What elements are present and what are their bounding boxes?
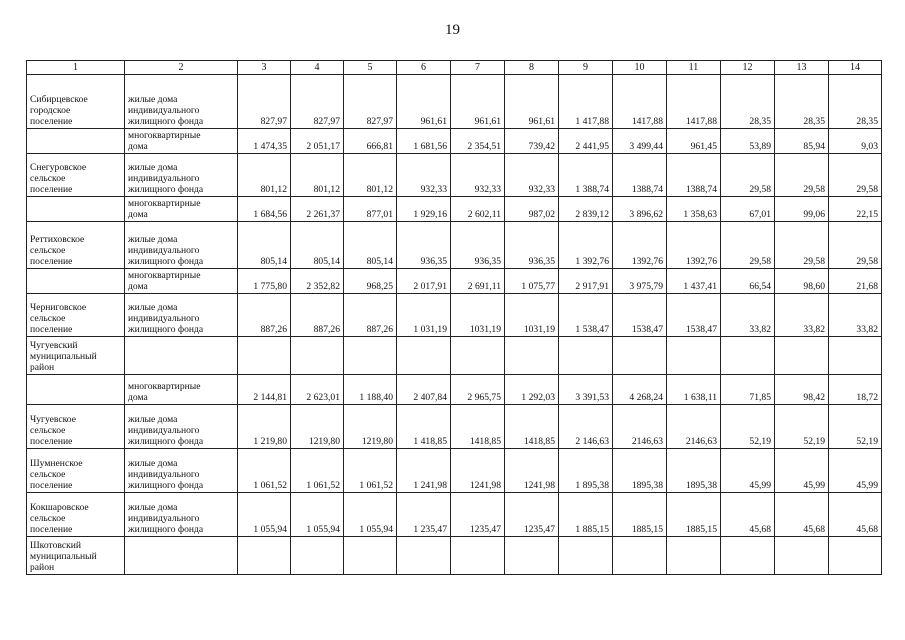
- value-cell: 1 219,80: [238, 405, 291, 449]
- settlement-line: муниципальный: [30, 551, 97, 562]
- housing-type-line: жилые дома: [128, 162, 178, 173]
- housing-type-cell: [125, 449, 238, 493]
- value-cell: 2 144,81: [238, 375, 291, 405]
- value-cell: [291, 337, 344, 375]
- settlement-cell: [27, 337, 125, 375]
- housing-type-cell: [125, 537, 238, 575]
- value-cell: 987,02: [505, 197, 559, 222]
- housing-type-line: жилые дома: [128, 458, 178, 469]
- value-cell: 1885,15: [667, 493, 721, 537]
- column-number: 3: [238, 61, 291, 75]
- value-cell: 1 474,35: [238, 129, 291, 154]
- value-cell: 67,01: [721, 197, 775, 222]
- value-cell: 45,68: [775, 493, 829, 537]
- housing-type-line: многоквартирные: [128, 270, 201, 281]
- housing-type-line: жилые дома: [128, 302, 178, 313]
- settlement-cell: [27, 375, 125, 405]
- value-cell: [775, 337, 829, 375]
- settlement-line: район: [30, 562, 55, 573]
- housing-type-line: индивидуального: [128, 469, 200, 480]
- settlement-cell: [27, 222, 125, 269]
- value-cell: 877,01: [344, 197, 397, 222]
- value-cell: 1388,74: [667, 154, 721, 197]
- value-cell: 33,82: [721, 294, 775, 337]
- settlement-line: Чугуевский: [30, 340, 78, 351]
- housing-type-line: многоквартирные: [128, 130, 201, 141]
- value-cell: [667, 537, 721, 575]
- value-cell: 29,58: [829, 154, 882, 197]
- value-cell: 1392,76: [667, 222, 721, 269]
- housing-type-cell: [125, 75, 238, 129]
- value-cell: 936,35: [505, 222, 559, 269]
- value-cell: 2 917,91: [559, 269, 613, 294]
- value-cell: 29,58: [829, 222, 882, 269]
- value-cell: [829, 537, 882, 575]
- value-cell: 1418,85: [451, 405, 505, 449]
- value-cell: 801,12: [291, 154, 344, 197]
- value-cell: 1 895,38: [559, 449, 613, 493]
- settlement-line: район: [30, 362, 55, 373]
- value-cell: 45,68: [721, 493, 775, 537]
- housing-type-line: индивидуального: [128, 105, 200, 116]
- value-cell: 1 075,77: [505, 269, 559, 294]
- column-number: 12: [721, 61, 775, 75]
- housing-type-line: индивидуального: [128, 313, 200, 324]
- value-cell: 28,35: [775, 75, 829, 129]
- value-cell: 98,42: [775, 375, 829, 405]
- housing-type-cell: [125, 222, 238, 269]
- settlement-cell: [27, 449, 125, 493]
- table-row: [27, 537, 882, 575]
- settlement-line: поселение: [30, 184, 73, 195]
- value-cell: 2 691,11: [451, 269, 505, 294]
- value-cell: 936,35: [451, 222, 505, 269]
- value-cell: 29,58: [721, 154, 775, 197]
- value-cell: [397, 337, 451, 375]
- value-cell: 1031,19: [451, 294, 505, 337]
- settlement-cell: [27, 405, 125, 449]
- settlement-line: Снегуровское: [30, 162, 87, 173]
- housing-type-line: жилищного фонда: [128, 324, 204, 335]
- value-cell: 71,85: [721, 375, 775, 405]
- housing-type-line: дома: [128, 392, 148, 403]
- housing-type-cell: [125, 154, 238, 197]
- value-cell: 961,61: [397, 75, 451, 129]
- column-number-row: [27, 61, 882, 75]
- value-cell: 1 775,80: [238, 269, 291, 294]
- value-cell: 1 417,88: [559, 75, 613, 129]
- value-cell: [667, 337, 721, 375]
- value-cell: 85,94: [775, 129, 829, 154]
- housing-type-line: индивидуального: [128, 173, 200, 184]
- value-cell: 961,45: [667, 129, 721, 154]
- value-cell: 3 499,44: [613, 129, 667, 154]
- value-cell: 28,35: [829, 75, 882, 129]
- value-cell: 2 352,82: [291, 269, 344, 294]
- settlement-cell: [27, 129, 125, 154]
- settlement-line: Сибирцевское: [30, 94, 88, 105]
- value-cell: 1 055,94: [291, 493, 344, 537]
- column-number: 9: [559, 61, 613, 75]
- housing-type-line: жилые дома: [128, 94, 178, 105]
- settlement-line: поселение: [30, 116, 73, 127]
- value-cell: 1 188,40: [344, 375, 397, 405]
- housing-type-cell: [125, 337, 238, 375]
- settlement-cell: [27, 537, 125, 575]
- value-cell: 2 261,37: [291, 197, 344, 222]
- value-cell: 666,81: [344, 129, 397, 154]
- housing-type-line: многоквартирные: [128, 381, 201, 392]
- settlement-line: Шкотовский: [30, 540, 82, 551]
- housing-type-line: жилые дома: [128, 414, 178, 425]
- settlement-cell: [27, 75, 125, 129]
- value-cell: [397, 537, 451, 575]
- settlement-line: сельское: [30, 513, 66, 524]
- page-number: 19: [445, 22, 460, 38]
- settlement-line: Кокшаровское: [30, 502, 89, 513]
- table-row: [27, 75, 882, 129]
- value-cell: 45,68: [829, 493, 882, 537]
- value-cell: [775, 537, 829, 575]
- column-number: 10: [613, 61, 667, 75]
- value-cell: 932,33: [505, 154, 559, 197]
- value-cell: 1235,47: [451, 493, 505, 537]
- value-cell: 21,68: [829, 269, 882, 294]
- value-cell: 66,54: [721, 269, 775, 294]
- settlement-line: поселение: [30, 480, 73, 491]
- value-cell: 2 602,11: [451, 197, 505, 222]
- value-cell: 1 061,52: [291, 449, 344, 493]
- value-cell: 2 354,51: [451, 129, 505, 154]
- value-cell: 3 391,53: [559, 375, 613, 405]
- value-cell: 1 061,52: [344, 449, 397, 493]
- housing-type-cell: [125, 269, 238, 294]
- value-cell: [559, 337, 613, 375]
- value-cell: 1392,76: [613, 222, 667, 269]
- value-cell: 827,97: [344, 75, 397, 129]
- settlement-line: Черниговское: [30, 302, 87, 313]
- value-cell: [238, 337, 291, 375]
- value-cell: 99,06: [775, 197, 829, 222]
- value-cell: [451, 337, 505, 375]
- value-cell: 1895,38: [667, 449, 721, 493]
- table-row: [27, 449, 882, 493]
- housing-type-cell: [125, 493, 238, 537]
- housing-type-line: дома: [128, 209, 148, 220]
- housing-type-cell: [125, 197, 238, 222]
- table-row: [27, 269, 882, 294]
- value-cell: 45,99: [721, 449, 775, 493]
- value-cell: 2 839,12: [559, 197, 613, 222]
- value-cell: 1 388,74: [559, 154, 613, 197]
- table-row: [27, 405, 882, 449]
- settlement-cell: [27, 197, 125, 222]
- housing-type-line: многоквартирные: [128, 198, 201, 209]
- value-cell: 1895,38: [613, 449, 667, 493]
- housing-type-line: жилищного фонда: [128, 436, 204, 447]
- housing-type-line: жилищного фонда: [128, 524, 204, 535]
- value-cell: 22,15: [829, 197, 882, 222]
- housing-type-line: индивидуального: [128, 425, 200, 436]
- settlement-line: городское: [30, 105, 71, 116]
- value-cell: 932,33: [397, 154, 451, 197]
- value-cell: 1 031,19: [397, 294, 451, 337]
- value-cell: 932,33: [451, 154, 505, 197]
- value-cell: 2 623,01: [291, 375, 344, 405]
- housing-type-line: индивидуального: [128, 513, 200, 524]
- value-cell: 801,12: [238, 154, 291, 197]
- housing-type-line: жилищного фонда: [128, 480, 204, 491]
- settlement-line: сельское: [30, 469, 66, 480]
- value-cell: 1 684,56: [238, 197, 291, 222]
- table-row: [27, 129, 882, 154]
- value-cell: 33,82: [775, 294, 829, 337]
- value-cell: [613, 337, 667, 375]
- value-cell: 33,82: [829, 294, 882, 337]
- value-cell: 1 235,47: [397, 493, 451, 537]
- value-cell: 29,58: [775, 154, 829, 197]
- column-number: 5: [344, 61, 397, 75]
- value-cell: 1 292,03: [505, 375, 559, 405]
- settlement-line: поселение: [30, 256, 73, 267]
- settlement-line: сельское: [30, 245, 66, 256]
- value-cell: 887,26: [291, 294, 344, 337]
- value-cell: 1 929,16: [397, 197, 451, 222]
- value-cell: 29,58: [775, 222, 829, 269]
- housing-type-cell: [125, 405, 238, 449]
- value-cell: 45,99: [775, 449, 829, 493]
- value-cell: 1 358,63: [667, 197, 721, 222]
- tariff-table: [26, 60, 882, 575]
- column-number: 4: [291, 61, 344, 75]
- table-row: [27, 222, 882, 269]
- housing-type-line: индивидуального: [128, 245, 200, 256]
- housing-type-cell: [125, 129, 238, 154]
- value-cell: 2146,63: [667, 405, 721, 449]
- column-number: 14: [829, 61, 882, 75]
- value-cell: 1 392,76: [559, 222, 613, 269]
- table-row: [27, 154, 882, 197]
- value-cell: 3 896,62: [613, 197, 667, 222]
- value-cell: 936,35: [397, 222, 451, 269]
- value-cell: [238, 537, 291, 575]
- housing-type-line: дома: [128, 141, 148, 152]
- value-cell: 2 441,95: [559, 129, 613, 154]
- table-row: [27, 294, 882, 337]
- value-cell: 1235,47: [505, 493, 559, 537]
- settlement-line: сельское: [30, 425, 66, 436]
- value-cell: 53,89: [721, 129, 775, 154]
- value-cell: 805,14: [291, 222, 344, 269]
- table-row: [27, 375, 882, 405]
- settlement-line: сельское: [30, 173, 66, 184]
- value-cell: 961,61: [451, 75, 505, 129]
- value-cell: 1031,19: [505, 294, 559, 337]
- settlement-cell: [27, 154, 125, 197]
- value-cell: 739,42: [505, 129, 559, 154]
- settlement-line: муниципальный: [30, 351, 97, 362]
- value-cell: 98,60: [775, 269, 829, 294]
- value-cell: 1241,98: [451, 449, 505, 493]
- value-cell: 28,35: [721, 75, 775, 129]
- column-number: 7: [451, 61, 505, 75]
- value-cell: [451, 537, 505, 575]
- value-cell: 801,12: [344, 154, 397, 197]
- value-cell: 1 638,11: [667, 375, 721, 405]
- value-cell: 2 146,63: [559, 405, 613, 449]
- value-cell: [344, 537, 397, 575]
- value-cell: 1 241,98: [397, 449, 451, 493]
- value-cell: 3 975,79: [613, 269, 667, 294]
- value-cell: 1 418,85: [397, 405, 451, 449]
- value-cell: 52,19: [829, 405, 882, 449]
- settlement-cell: [27, 294, 125, 337]
- column-number: 2: [125, 61, 238, 75]
- value-cell: [344, 337, 397, 375]
- column-number: 1: [27, 61, 125, 75]
- value-cell: 1 538,47: [559, 294, 613, 337]
- value-cell: 1 437,41: [667, 269, 721, 294]
- value-cell: 52,19: [775, 405, 829, 449]
- value-cell: 1885,15: [613, 493, 667, 537]
- value-cell: [721, 537, 775, 575]
- table-row: [27, 337, 882, 375]
- value-cell: 1219,80: [344, 405, 397, 449]
- value-cell: 4 268,24: [613, 375, 667, 405]
- value-cell: 805,14: [344, 222, 397, 269]
- value-cell: 1241,98: [505, 449, 559, 493]
- value-cell: 887,26: [344, 294, 397, 337]
- value-cell: [721, 337, 775, 375]
- value-cell: 827,97: [238, 75, 291, 129]
- value-cell: [505, 537, 559, 575]
- value-cell: 2 965,75: [451, 375, 505, 405]
- value-cell: 1538,47: [667, 294, 721, 337]
- settlement-line: Шумненское: [30, 458, 83, 469]
- settlement-cell: [27, 269, 125, 294]
- value-cell: 961,61: [505, 75, 559, 129]
- value-cell: 1 681,56: [397, 129, 451, 154]
- value-cell: 1 885,15: [559, 493, 613, 537]
- housing-type-cell: [125, 294, 238, 337]
- value-cell: 9,03: [829, 129, 882, 154]
- value-cell: 2146,63: [613, 405, 667, 449]
- column-number: 13: [775, 61, 829, 75]
- value-cell: 18,72: [829, 375, 882, 405]
- value-cell: 1219,80: [291, 405, 344, 449]
- value-cell: 52,19: [721, 405, 775, 449]
- housing-type-line: жилищного фонда: [128, 184, 204, 195]
- housing-type-line: жилые дома: [128, 502, 178, 513]
- value-cell: [505, 337, 559, 375]
- value-cell: 968,25: [344, 269, 397, 294]
- table-row: [27, 197, 882, 222]
- value-cell: [829, 337, 882, 375]
- value-cell: 2 051,17: [291, 129, 344, 154]
- value-cell: [291, 537, 344, 575]
- value-cell: 1 055,94: [344, 493, 397, 537]
- value-cell: 2 407,84: [397, 375, 451, 405]
- value-cell: 827,97: [291, 75, 344, 129]
- column-number: 8: [505, 61, 559, 75]
- column-number: 11: [667, 61, 721, 75]
- value-cell: 1417,88: [613, 75, 667, 129]
- column-number: 6: [397, 61, 451, 75]
- settlement-line: поселение: [30, 524, 73, 535]
- value-cell: [613, 537, 667, 575]
- housing-type-line: жилищного фонда: [128, 256, 204, 267]
- value-cell: [559, 537, 613, 575]
- settlement-cell: [27, 493, 125, 537]
- value-cell: 1418,85: [505, 405, 559, 449]
- housing-type-cell: [125, 375, 238, 405]
- value-cell: 1 055,94: [238, 493, 291, 537]
- housing-type-line: дома: [128, 281, 148, 292]
- housing-type-line: жилищного фонда: [128, 116, 204, 127]
- housing-type-line: жилые дома: [128, 234, 178, 245]
- settlement-line: поселение: [30, 436, 73, 447]
- value-cell: 29,58: [721, 222, 775, 269]
- value-cell: 805,14: [238, 222, 291, 269]
- table-row: [27, 493, 882, 537]
- value-cell: 45,99: [829, 449, 882, 493]
- value-cell: 1417,88: [667, 75, 721, 129]
- value-cell: 1388,74: [613, 154, 667, 197]
- value-cell: 887,26: [238, 294, 291, 337]
- settlement-line: Реттиховское: [30, 234, 85, 245]
- settlement-line: поселение: [30, 324, 73, 335]
- value-cell: 1 061,52: [238, 449, 291, 493]
- settlement-line: Чугуевское: [30, 414, 76, 425]
- settlement-line: сельское: [30, 313, 66, 324]
- value-cell: 2 017,91: [397, 269, 451, 294]
- value-cell: 1538,47: [613, 294, 667, 337]
